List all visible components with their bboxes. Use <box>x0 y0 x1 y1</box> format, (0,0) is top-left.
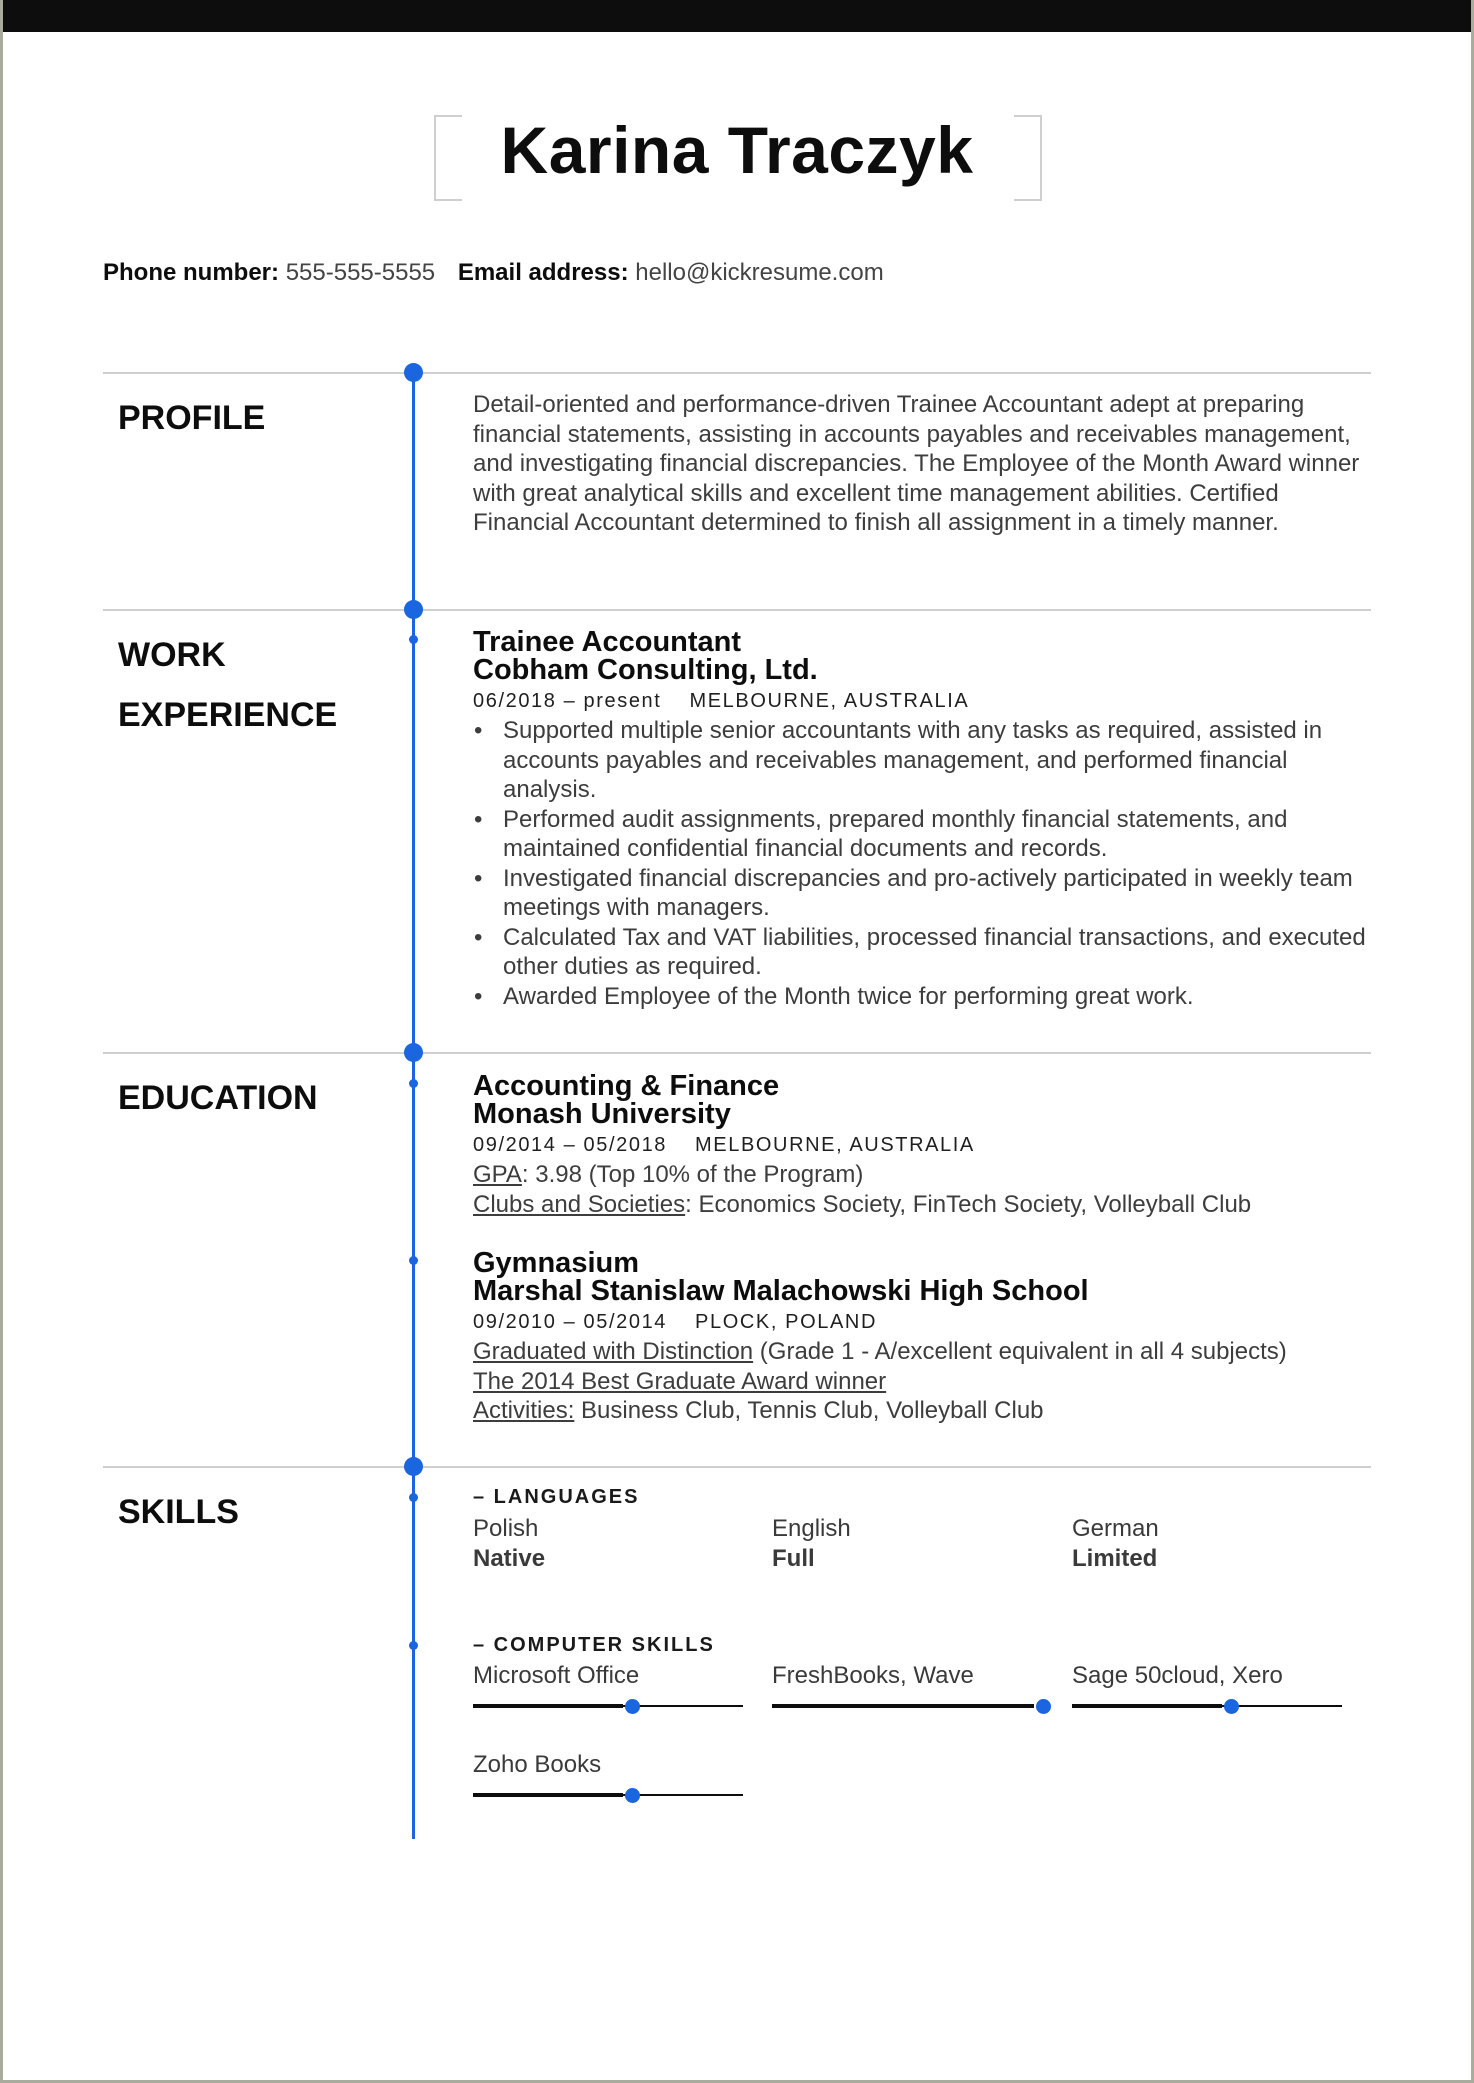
language-level: Limited <box>1072 1544 1158 1572</box>
divider-education <box>103 1052 1371 1054</box>
timeline-line <box>412 372 415 1839</box>
activities-value: Business Club, Tennis Club, Volleyball Club <box>574 1397 1044 1424</box>
timeline-dot-profile <box>404 363 423 382</box>
skill-bar-fill <box>1072 1704 1222 1708</box>
timeline-dot-skills <box>404 1457 423 1476</box>
language-level: Full <box>772 1544 815 1572</box>
email-value[interactable]: hello@kickresume.com <box>635 259 884 286</box>
computer-skill-item <box>772 1661 1052 1691</box>
education-entry-2 <box>473 1249 1373 1426</box>
section-title-education: EDUCATION <box>118 1079 318 1117</box>
skill-bar-fill <box>473 1704 623 1708</box>
clubs-label: Clubs and Societies <box>473 1190 686 1218</box>
distinction-value: (Grade 1 - A/excellent equivalent in all 4 subjects) <box>753 1338 1287 1365</box>
job-company: Cobham Consulting, Ltd. <box>473 654 818 686</box>
computer-skill-item <box>473 1750 753 1780</box>
timeline-dot-languages <box>409 1493 418 1502</box>
education-distinction <box>473 1337 1373 1367</box>
distinction-label: Graduated with Distinction <box>473 1338 754 1365</box>
list-item: • Calculated Tax and VAT liabilities, processed financial transactions, and executed other duties as required. <box>473 923 1373 982</box>
computer-skill-item <box>1072 1661 1352 1691</box>
skill-bar-knob <box>625 1788 640 1803</box>
education-clubs <box>473 1190 1373 1220</box>
education-school: Marshal Stanislaw Malachowski High School <box>473 1275 1089 1307</box>
computer-skills-heading: – COMPUTER SKILLS <box>473 1634 715 1656</box>
contact-line <box>103 259 884 287</box>
job-dates: 06/2018 – present <box>473 690 662 712</box>
education-degree: Accounting & Finance <box>473 1070 780 1102</box>
skill-bar-knob <box>1224 1699 1239 1714</box>
languages-heading: – LANGUAGES <box>473 1486 640 1508</box>
timeline-dot-education <box>404 1043 423 1062</box>
timeline-dot-edu-2 <box>409 1256 418 1265</box>
language-item <box>1072 1514 1352 1573</box>
profile-text: Detail-oriented and performance-driven Trainee Accountant adept at preparing financial statements, assisting in accounts payables and receivables management, and investigating financial discrepancies. The Employee of the Month Award winner with great analytical skills and excellent time management abilities. Certified Financial Accountant determined to finish all assignment in a timely manner. <box>473 391 1360 536</box>
section-title-profile: PROFILE <box>118 399 266 437</box>
language-item <box>772 1514 1052 1573</box>
work-entry <box>473 628 1373 1011</box>
skill-bar-fill <box>473 1793 623 1797</box>
education-gpa <box>473 1160 1373 1190</box>
language-name: English <box>772 1515 851 1542</box>
job-meta <box>473 686 1373 716</box>
divider-profile <box>103 372 1371 374</box>
computer-skill-name: Zoho Books <box>473 1751 602 1778</box>
education-award <box>473 1367 1373 1397</box>
education-location: MELBOURNE, AUSTRALIA <box>695 1134 975 1156</box>
education-dates: 09/2014 – 05/2018 <box>473 1134 668 1156</box>
list-item: • Investigated financial discrepancies and pro-actively participated in weekly team meetings with managers. <box>473 864 1373 923</box>
education-activities <box>473 1396 1373 1426</box>
phone-value[interactable]: 555-555-5555 <box>285 259 436 286</box>
divider-work <box>103 609 1371 611</box>
phone-label: Phone number: <box>103 259 280 286</box>
email-label: Email address: <box>457 259 629 286</box>
section-title-skills: SKILLS <box>118 1493 239 1531</box>
education-location: PLOCK, POLAND <box>695 1311 877 1333</box>
candidate-name: Karina Traczyk <box>500 113 974 187</box>
award-label: The 2014 Best Graduate Award winner <box>473 1367 887 1395</box>
computer-skill-name: Microsoft Office <box>473 1662 640 1689</box>
language-item <box>473 1514 753 1573</box>
clubs-value: : Economics Society, FinTech Society, Volleyball Club <box>685 1190 1252 1218</box>
timeline-dot-work <box>404 600 423 619</box>
job-bullets <box>473 716 1373 1011</box>
language-name: Polish <box>473 1515 539 1542</box>
language-name: German <box>1072 1515 1159 1542</box>
section-title-work-line2: EXPERIENCE <box>118 696 338 734</box>
section-title-work-line1: WORK <box>118 636 226 674</box>
skill-bar-fill <box>772 1704 1034 1708</box>
language-level: Native <box>473 1544 546 1572</box>
education-school: Monash University <box>473 1098 731 1130</box>
skill-bar-track <box>1222 1705 1342 1707</box>
timeline-dot-job <box>409 635 418 644</box>
skill-bar-knob <box>625 1699 640 1714</box>
timeline-dot-computer <box>409 1641 418 1650</box>
education-degree: Gymnasium <box>473 1247 639 1279</box>
education-meta <box>473 1130 1373 1160</box>
education-entry-1 <box>473 1072 1373 1219</box>
skill-bar-knob <box>1036 1699 1051 1714</box>
timeline-dot-edu-1 <box>409 1079 418 1088</box>
education-dates: 09/2010 – 05/2014 <box>473 1311 668 1333</box>
job-location: MELBOURNE, AUSTRALIA <box>689 690 970 712</box>
computer-skill-name: FreshBooks, Wave <box>772 1662 974 1689</box>
section-title-work <box>118 625 337 745</box>
computer-skill-name: Sage 50cloud, Xero <box>1072 1662 1283 1689</box>
divider-skills <box>103 1466 1371 1468</box>
activities-label: Activities: <box>473 1397 575 1424</box>
list-item: • Awarded Employee of the Month twice for performing great work. <box>473 982 1373 1012</box>
gpa-label: GPA <box>473 1161 522 1188</box>
skill-bar-track <box>623 1794 743 1796</box>
computer-skill-item <box>473 1661 753 1691</box>
job-title: Trainee Accountant <box>473 626 742 658</box>
list-item: • Supported multiple senior accountants with any tasks as required, assisted in accounts payables and receivables management, and performed financial analysis. <box>473 716 1373 805</box>
list-item: • Performed audit assignments, prepared monthly financial statements, and maintained confidential financial documents and records. <box>473 805 1373 864</box>
education-meta <box>473 1307 1373 1337</box>
gpa-value: : 3.98 (Top 10% of the Program) <box>521 1161 864 1188</box>
skill-bar-track <box>623 1705 743 1707</box>
